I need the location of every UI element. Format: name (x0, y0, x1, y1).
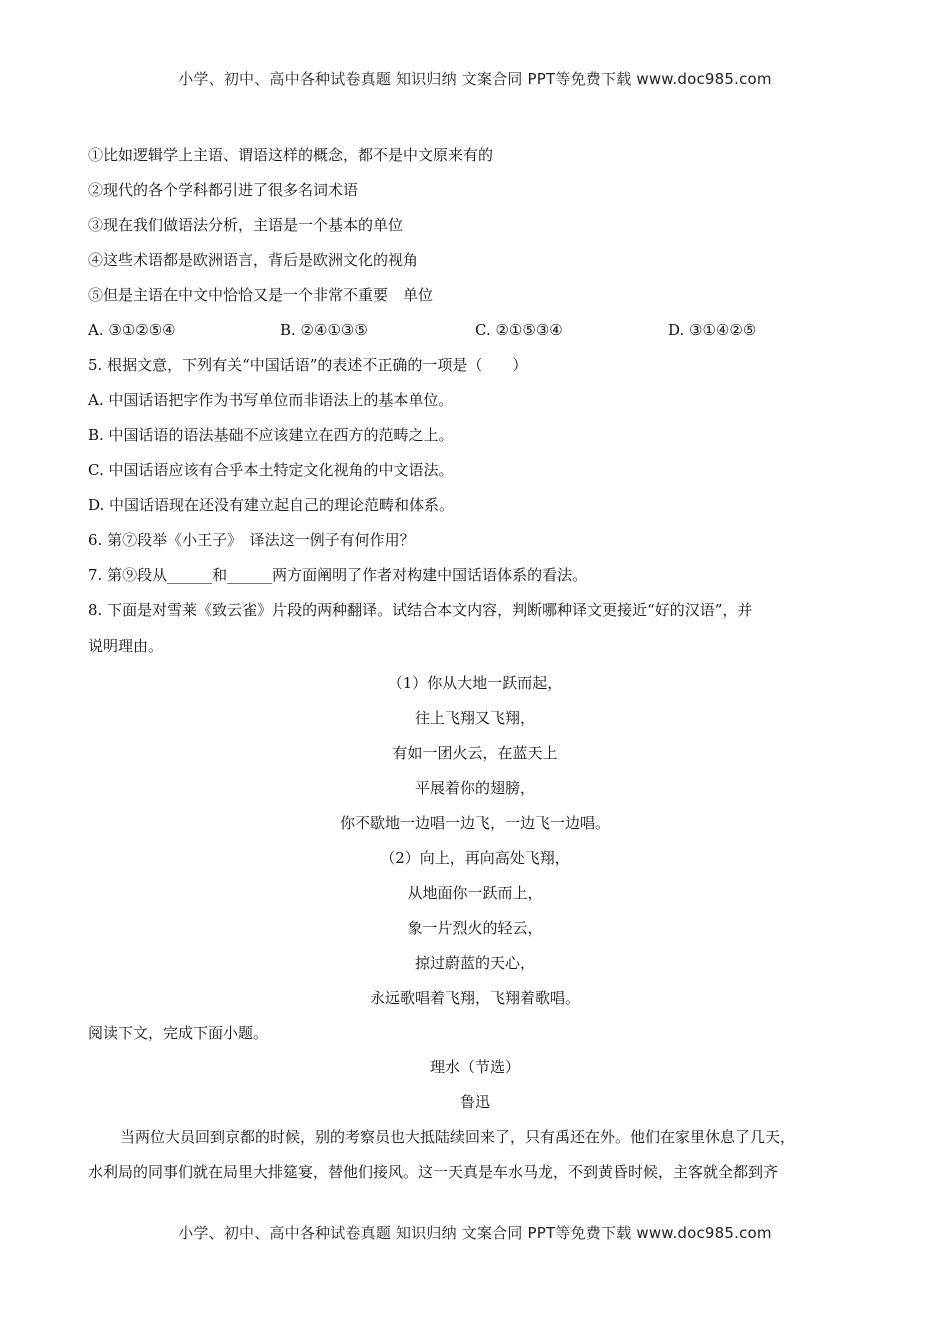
q4-sentence-5: ⑤但是主语在中文中恰恰又是一个非常不重要 单位 (88, 286, 434, 304)
poem2-line-4: 掠过蔚蓝的天心， (414, 954, 535, 972)
q4-option-b: B. ②④①③⑤ (280, 321, 368, 339)
q8-stem-line-1: 8. 下面是对雪莱《致云雀》片段的两种翻译。试结合本文内容，判断哪种译文更接近“好的汉语”，并 (88, 601, 753, 619)
reading-author: 鲁迅 (459, 1093, 490, 1111)
q4-sentence-4: ④这些术语都是欧洲语言，背后是欧洲文化的视角 (88, 251, 419, 269)
page-footer: 小学、初中、高中各种试卷真题 知识归纳 文案合同 PPT等免费下载 www.doc985.com (178, 1224, 772, 1242)
page-header: 小学、初中、高中各种试卷真题 知识归纳 文案合同 PPT等免费下载 www.doc985.com (178, 70, 772, 88)
poem1-line-5: 你不歇地一边唱一边飞，一边飞一边唱。 (339, 814, 610, 832)
poem1-line-3: 有如一团火云，在蓝天上 (392, 744, 558, 762)
q5-option-c: C. 中国话语应该有合乎本土特定文化视角的中文语法。 (88, 461, 454, 479)
q4-sentence-2: ②现代的各个学科都引进了很多名词术语 (88, 181, 359, 199)
reading-instruction: 阅读下文，完成下面小题。 (88, 1024, 269, 1042)
q8-stem-line-2: 说明理由。 (88, 637, 164, 655)
q7-stem: 7. 第⑨段从______和______两方面阐明了作者对构建中国话语体系的看法。 (88, 566, 588, 584)
q4-sentence-1: ①比如逻辑学上主语、谓语这样的概念，都不是中文原来有的 (88, 146, 494, 164)
q4-option-a: A. ③①②⑤④ (88, 321, 176, 339)
poem2-line-2: 从地面你一跃而上， (407, 884, 543, 902)
q4-option-d: D. ③①④②⑤ (668, 321, 757, 339)
q4-option-c: C. ②①⑤③④ (475, 321, 563, 339)
poem1-line-2: 往上飞翔又飞翔， (414, 709, 535, 727)
q5-stem: 5. 根据文意，下列有关“中国话语”的表述不正确的一项是（ ） (88, 356, 528, 374)
q5-option-a: A. 中国话语把字作为书写单位而非语法上的基本单位。 (88, 391, 454, 409)
poem1-line-1: （1）你从大地一跃而起， (387, 674, 563, 692)
q5-option-b: B. 中国话语的语法基础不应该建立在西方的范畴之上。 (88, 426, 454, 444)
reading-paragraph-line-1: 当两位大员回到京都的时候，别的考察员也大抵陆续回来了，只有禹还在外。他们在家里休息了几天， (120, 1128, 796, 1146)
q5-option-d: D. 中国话语现在还没有建立起自己的理论范畴和体系。 (88, 496, 455, 514)
poem2-line-1: （2）向上，再向高处飞翔， (380, 849, 570, 867)
q4-sentence-3: ③现在我们做语法分析，主语是一个基本的单位 (88, 216, 404, 234)
poem2-line-3: 象一片烈火的轻云， (407, 919, 543, 937)
poem2-line-5: 永远歌唱着飞翔，飞翔着歌唱。 (369, 989, 580, 1007)
reading-title: 理水（节选） (429, 1058, 520, 1076)
reading-paragraph-line-2: 水利局的同事们就在局里大排筵宴，替他们接风。这一天真是车水马龙，不到黄昏时候，主客就全都到齐 (88, 1163, 779, 1181)
q6-stem: 6. 第⑦段举《小王子》 译法这一例子有何作用？ (88, 531, 415, 549)
poem1-line-4: 平展着你的翅膀， (414, 779, 535, 797)
